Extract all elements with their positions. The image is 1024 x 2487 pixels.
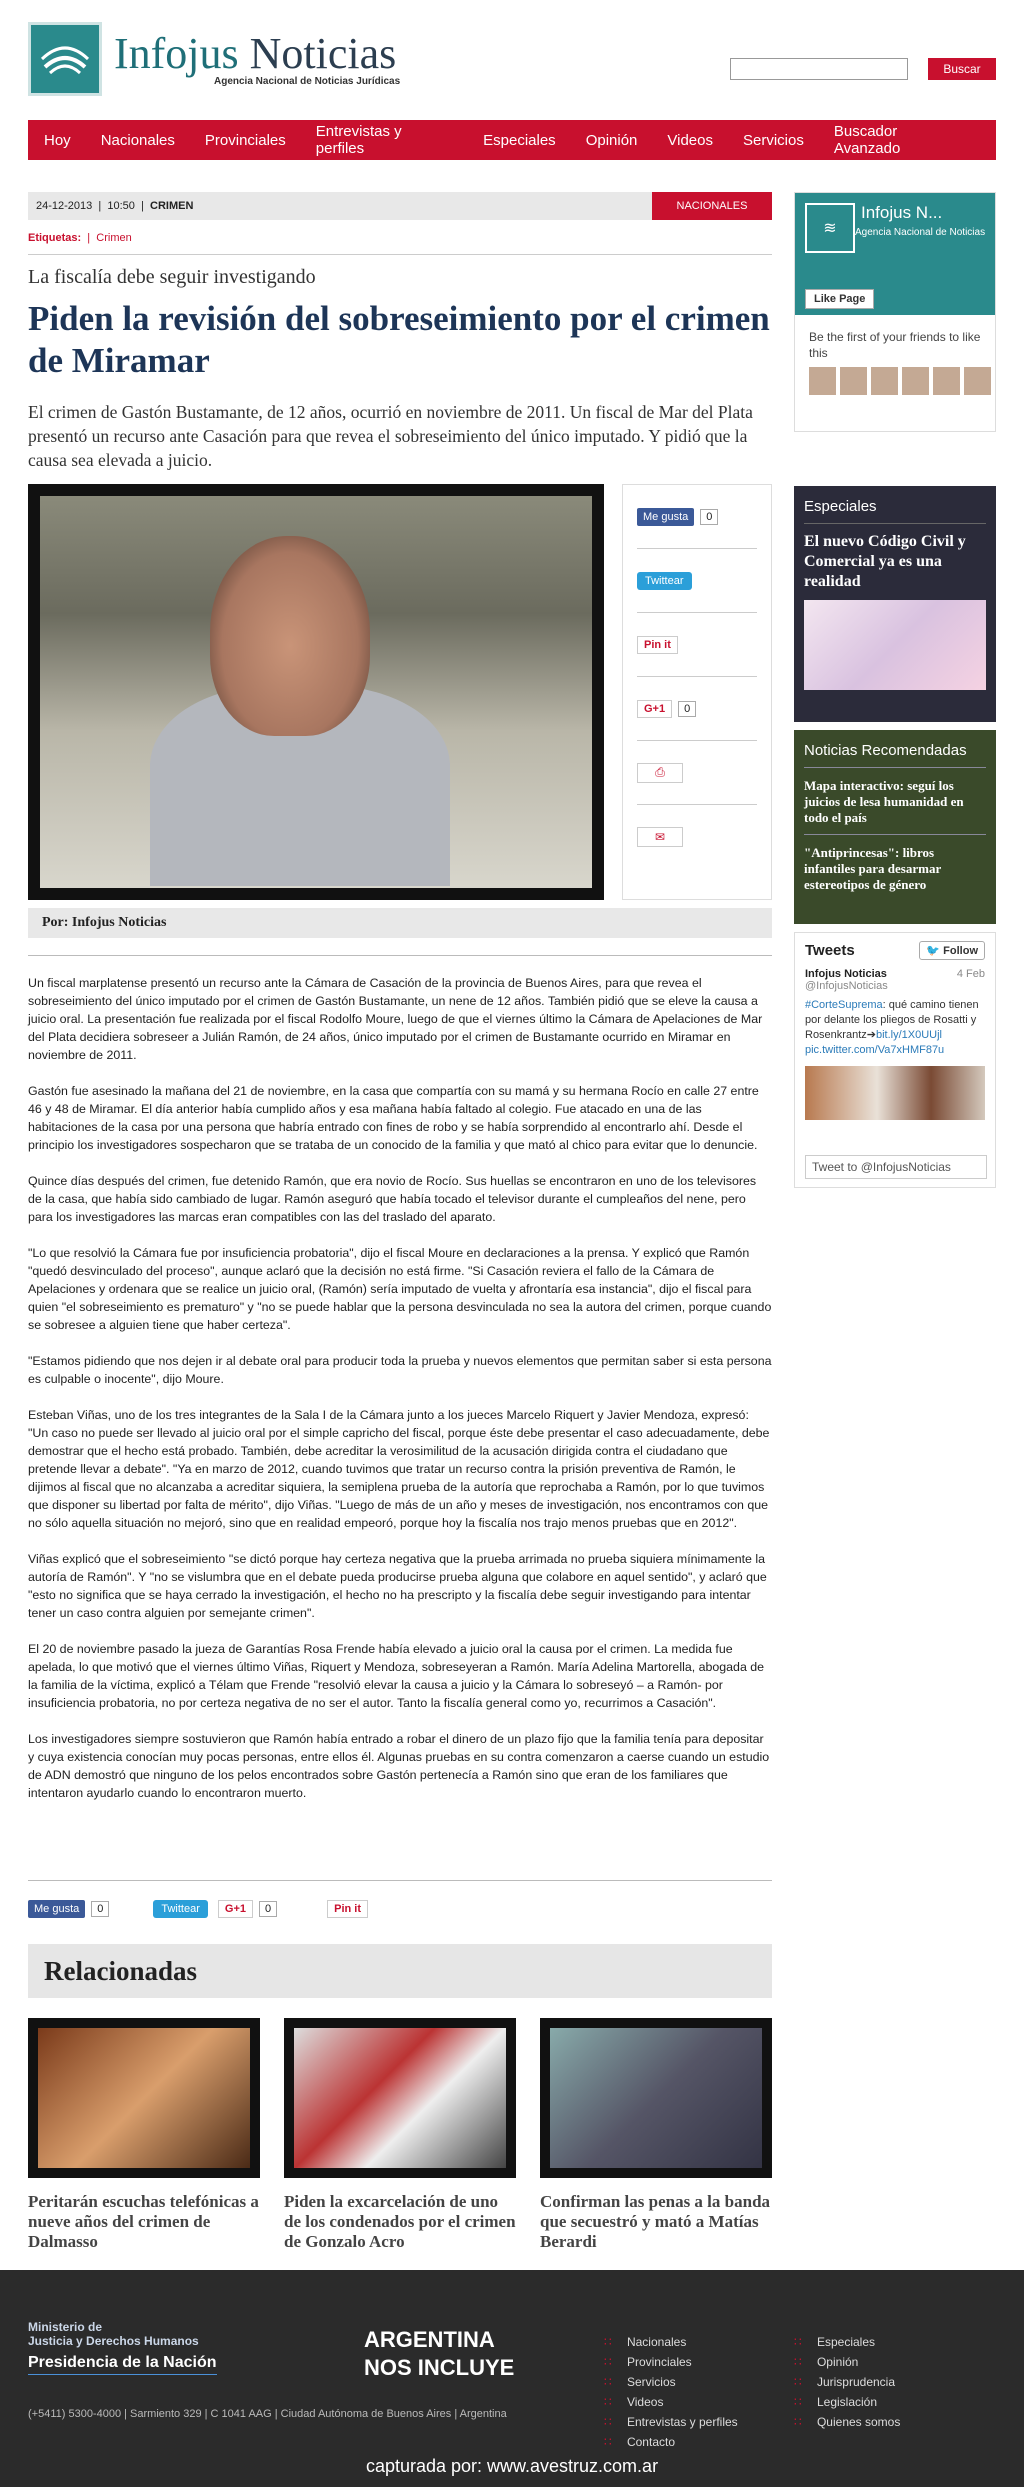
- divider: [28, 1880, 772, 1881]
- nav-item-opinion[interactable]: Opinión: [585, 131, 638, 149]
- nav-item-especiales[interactable]: Especiales: [483, 131, 556, 149]
- paragraph: Los investigadores siempre sostuvieron que Ramón había entrado a robar el dinero de un plazo fijo que la familia tenía para depositar y cuya existencia conocían muy pocas personas, entre ellos él. Algunas pruebas en su contra comenzaron a caerse cuando un estudio de ADN demostró que ninguno de los pelos encontrados sobre Gastón pertenecía a Ramón sino que eran de los familiares que intentaron ayudarlo cuando lo encontraron muerto.: [28, 1732, 770, 1800]
- tweet-date[interactable]: 4 Feb: [956, 968, 985, 980]
- footer: [0, 2270, 1024, 2487]
- article-lead: El crimen de Gastón Bustamante, de 12 años, ocurrió en noviembre de 2011. Un fiscal de Mar del Plata presentó un recurso ante Casación para que revea el sobreseimiento del único imputado. Y pidió que la causa sea elevada a juicio.: [28, 402, 753, 470]
- divider: [28, 955, 772, 956]
- footer-link[interactable]: ∷ Entrevistas y perfiles: [604, 2412, 738, 2432]
- nav-item-servicios[interactable]: Servicios: [742, 131, 804, 149]
- follow-button[interactable]: 🐦 Follow: [919, 941, 985, 960]
- gplus-count-bottom: 0: [259, 1901, 277, 1917]
- footer-link[interactable]: ∷ Quienes somos: [794, 2412, 900, 2432]
- footer-ministerio[interactable]: Ministerio de Justicia y Derechos Humanos: [28, 2320, 199, 2348]
- related-title: Relacionadas: [28, 1944, 772, 1998]
- logo-icon: ≋: [805, 203, 855, 253]
- related-caption[interactable]: Confirman las penas a la banda que secuestró y mató a Matías Berardi: [540, 2192, 771, 2251]
- nav-item-entrevistas[interactable]: Entrevistas y perfiles: [315, 123, 402, 157]
- footer-link[interactable]: ∷ Provinciales: [604, 2352, 738, 2372]
- like-count-bottom: 0: [91, 1901, 109, 1917]
- fb-like-button[interactable]: Me gusta: [637, 508, 694, 526]
- logo-subtitle: Agencia Nacional de Noticias Jurídicas: [214, 75, 401, 87]
- especiales-widget[interactable]: [794, 486, 996, 722]
- search-button[interactable]: Buscar: [928, 58, 996, 80]
- section-tag[interactable]: NACIONALES: [652, 192, 772, 220]
- gplus-button[interactable]: G+1: [637, 700, 672, 718]
- site-logo[interactable]: [28, 22, 400, 96]
- article-section: CRIMEN: [150, 200, 194, 212]
- footer-link[interactable]: ∷ Nacionales: [604, 2332, 738, 2352]
- article-date: 24-12-2013: [36, 200, 93, 212]
- search-input[interactable]: [730, 58, 908, 80]
- twitter-widget: [794, 932, 996, 1188]
- fb-like-page-button[interactable]: Like Page: [805, 289, 874, 309]
- nav-item-buscador[interactable]: Buscador Avanzado: [833, 123, 901, 157]
- nav-item-hoy[interactable]: Hoy: [44, 131, 71, 149]
- especiales-image[interactable]: [804, 600, 986, 690]
- related-item[interactable]: [284, 2018, 516, 2252]
- tweet-reply-input[interactable]: Tweet to @InfojusNoticias: [805, 1155, 987, 1179]
- recomendada-link[interactable]: "Antiprincesas": libros infantiles para desarmar estereotipos de género: [804, 845, 941, 892]
- pin-button[interactable]: Pin it: [637, 636, 678, 654]
- article-photo: [28, 484, 604, 900]
- divider: [28, 254, 772, 255]
- etiquetas: Etiquetas: | Crimen: [28, 232, 132, 244]
- especiales-header: Especiales: [804, 498, 877, 515]
- tweet-image[interactable]: [805, 1066, 985, 1120]
- related-item[interactable]: [540, 2018, 772, 2252]
- fb-friend-avatars: [809, 367, 995, 395]
- share-bottom: [28, 1900, 368, 1918]
- related-caption[interactable]: Piden la excarcelación de uno de los condenados por el crimen de Gonzalo Acro: [284, 2192, 516, 2251]
- footer-argentina: ARGENTINA NOS INCLUYE: [364, 2327, 515, 2380]
- paragraph: Esteban Viñas, uno de los tres integrantes de la Sala I de la Cámara junto a los jueces Marcelo Riquert y Javier Mendoza, expresó: "Un caso no puede ser llevado al juicio oral por el simple capricho del fiscal, porque éste debe presentar el caso adecuadamente, debe demostrar que el hecho está probado. También, debe acreditar la verosimilitud de la acusación dirigida contra el ciudadano que pretende llevar a debate". "Ya en marzo de 2012, cuando tuvimos que tratar un recurso contra la prisión preventiva de Ramón, le dijimos al fiscal que no alcanzaba a acreditar siquiera, la semiplena prueba de la autoría que reprochaba a Ramón, por lo que tuvimos que disponer su libertad por falta de mérito", dijo Viñas. "Luego de más de un año y meses de investigación, nos encontramos con que no sólo aquella situación no mejoró, sino que en realidad empeoró, porque hoy la fiscalía nos trajo menos pruebas que en 2012".: [28, 1408, 770, 1530]
- paragraph: "Estamos pidiendo que nos dejen ir al debate oral para producir toda la prueba y nuevos elementos que permitan saber si esta persona es culpable o inocente", dijo Moure.: [28, 1354, 772, 1386]
- email-icon[interactable]: ✉: [637, 827, 683, 847]
- fb-friends-text: Be the first of your friends to like this: [809, 330, 981, 360]
- article-headline: Piden la revisión del sobreseimiento por el crimen de Miramar: [28, 299, 770, 380]
- related-item[interactable]: [28, 2018, 260, 2252]
- fb-page-title[interactable]: Infojus N...: [861, 203, 943, 222]
- nav-item-nacionales[interactable]: Nacionales: [100, 131, 175, 149]
- paragraph: Viñas explicó que el sobreseimiento "se dictó porque hay certeza negativa que la prueba arrimada no prueba siquiera mínimamente la autoría de Ramón". Y "no se vislumbra que en el debate pueda producirse prueba alguna que colabore en aquel sentido", y aclaró que "esto no significa que se haya cerrado la investigación, el hecho no ha prescripto y la fiscalía debe seguir investigando para intentar tener un caso contra alguien por semejante crimen".: [28, 1552, 767, 1620]
- gplus-button-bottom[interactable]: G+1: [218, 1900, 253, 1918]
- paragraph: Gastón fue asesinado la mañana del 21 de noviembre, en la casa que compartía con su mamá y su hermana Rocío en calle 27 entre 46 y 48 de Miramar. El día anterior había cumplido años y esa mañana había faltado al colegio. Fue atacado en una de las habitaciones de la casa por una persona que habría entrado con fines de robo y se había sorprendido al encontrarlo ahí. Desde el principio los investigadores sospecharon que se trataba de un conocido de la familia y que mató al chico para evitar que lo denuncie.: [28, 1084, 759, 1152]
- logo-main: Infojus: [114, 28, 239, 78]
- paragraph: Un fiscal marplatense presentó un recurso ante la Cámara de Casación de la provincia de Buenos Aires, para que revea el sobreseimiento del único imputado por el crimen de Gastón Bustamante, un nene de 12 años. También pidió que se eleve la causa a juicio oral. La presentación fue realizada por el fiscal Rodolfo Moure, luego de que el viernes último la Cámara de Apelaciones de Mar del Plata decidiera sobreseer a Julián Ramón, de 24 años, único imputado por el crimen de Bustamante ocurrido en Miramar en noviembre de 2011.: [28, 976, 763, 1062]
- tweet-pic-link[interactable]: pic.twitter.com/Va7xHMF87u: [805, 1044, 945, 1056]
- fb-page-subtitle: Agencia Nacional de Noticias: [855, 227, 986, 238]
- print-icon[interactable]: ⎙: [637, 763, 683, 783]
- fb-like-button-bottom[interactable]: Me gusta: [28, 1900, 85, 1918]
- recomendada-link[interactable]: Mapa interactivo: seguí los juicios de lesa humanidad en todo el país: [804, 778, 964, 825]
- paragraph: "Lo que resolvió la Cámara fue por insuficiencia probatoria", dijo el fiscal Moure en declaraciones a la prensa. Y explicó que Ramón "quedó desvinculado del proceso", aunque aclaró que la decisión no está firme. "Si Casación reviera el fallo de la Cámara de Apelaciones y ordenara que se realice un juicio oral, (Ramón) sería imputado de vuelta y afrontaría esa instancia", dijo el fiscal para quien "el sobreseimiento es prematuro" y "no se puede hablar que la persona desvinculada no sea la autora del crimen, porque cuando se sobresee a alguien tiene que haber certeza".: [28, 1246, 772, 1332]
- share-panel: [622, 484, 772, 900]
- footer-link[interactable]: ∷ Videos: [604, 2392, 738, 2412]
- article-meta: 24-12-2013 | 10:50 | CRIMEN NACIONALES: [28, 192, 772, 220]
- related-caption[interactable]: Peritarán escuchas telefónicas a nueve años del crimen de Dalmasso: [28, 2192, 259, 2251]
- gplus-count: 0: [678, 701, 696, 717]
- facebook-widget: [794, 192, 996, 432]
- recomendadas-header: Noticias Recomendadas: [804, 742, 967, 759]
- footer-links-2: [794, 2332, 900, 2432]
- footer-link[interactable]: ∷ Especiales: [794, 2332, 900, 2352]
- logo-icon: [28, 22, 102, 96]
- article-kicker: La fiscalía debe seguir investigando: [28, 266, 316, 288]
- footer-link[interactable]: ∷ Legislación: [794, 2392, 900, 2412]
- etiqueta-link[interactable]: Crimen: [96, 232, 132, 244]
- tweet-name[interactable]: Infojus Noticias: [805, 968, 887, 980]
- main-nav: [28, 120, 996, 160]
- article-body: [28, 974, 772, 1820]
- footer-link[interactable]: ∷ Contacto: [604, 2432, 738, 2452]
- footer-presidencia[interactable]: Presidencia de la Nación: [28, 2354, 217, 2375]
- tweet-handle[interactable]: @InfojusNoticias: [805, 980, 888, 992]
- twitter-bird-icon: 🐦: [926, 945, 941, 957]
- footer-link[interactable]: ∷ Opinión: [794, 2352, 900, 2372]
- tweet-button-bottom[interactable]: Twittear: [153, 1900, 208, 1918]
- paragraph: Quince días después del crimen, fue detenido Ramón, que era novio de Rocío. Sus huellas se encontraron en uno de los televisores de la casa, que había sido cambiado de lugar. Ramón aseguró que había tocado el televisor durante el cumpleaños del nene, pero para los investigadores las marcas eran compatibles con las del traslado del aparato.: [28, 1174, 757, 1224]
- tweet-hashtag[interactable]: #CorteSuprema: [805, 999, 883, 1011]
- especiales-title[interactable]: El nuevo Código Civil y Comercial ya es una realidad: [804, 533, 966, 590]
- footer-address: (+5411) 5300-4000 | Sarmiento 329 | C 1041 AAG | Ciudad Autónoma de Buenos Aires | Argentina: [28, 2408, 507, 2420]
- footer-links-1: [604, 2332, 738, 2452]
- etiquetas-label: Etiquetas:: [28, 232, 82, 244]
- search-box: [730, 58, 996, 80]
- byline: Por: Infojus Noticias: [28, 908, 772, 938]
- nav-item-provinciales[interactable]: Provinciales: [204, 131, 286, 149]
- footer-link[interactable]: ∷ Jurisprudencia: [794, 2372, 900, 2392]
- tweet-link[interactable]: bit.ly/1X0UUjl: [875, 1029, 942, 1041]
- article-time: 10:50: [107, 200, 135, 212]
- tweet-text: : qué camino tienen por delante los pliegos de Rosatti y Rosenkrantz➔: [805, 999, 979, 1041]
- footer-link[interactable]: ∷ Servicios: [604, 2372, 738, 2392]
- captured-by: capturada por: www.avestruz.com.ar: [365, 2456, 659, 2476]
- tweets-header: Tweets: [805, 942, 855, 959]
- tweet: [805, 968, 985, 1120]
- paragraph: El 20 de noviembre pasado la jueza de Garantías Rosa Frende había elevado a juicio oral la causa por el crimen. La medida fue apelada, lo que motivó que el viernes último Viñas, Riquert y Mendoza, sobreseyeran a Ramón. María Adelina Martorella, abogada de la familia de la víctima, explicó a Télam que Frende "resolvió elevar la causa a juicio y la Cámara lo sobreseyó – a Ramón- por insuficiencia probatoria, no por certeza negativa de no ser el autor. Tanto la fiscalía general como yo, recurrimos a Casación".: [28, 1642, 765, 1710]
- recomendadas-widget: [794, 730, 996, 924]
- tweet-button[interactable]: Twittear: [637, 572, 692, 590]
- nav-item-videos[interactable]: Videos: [667, 131, 713, 149]
- like-count: 0: [700, 509, 718, 525]
- logo-second: Noticias: [249, 28, 397, 78]
- pin-button-bottom[interactable]: Pin it: [327, 1900, 368, 1918]
